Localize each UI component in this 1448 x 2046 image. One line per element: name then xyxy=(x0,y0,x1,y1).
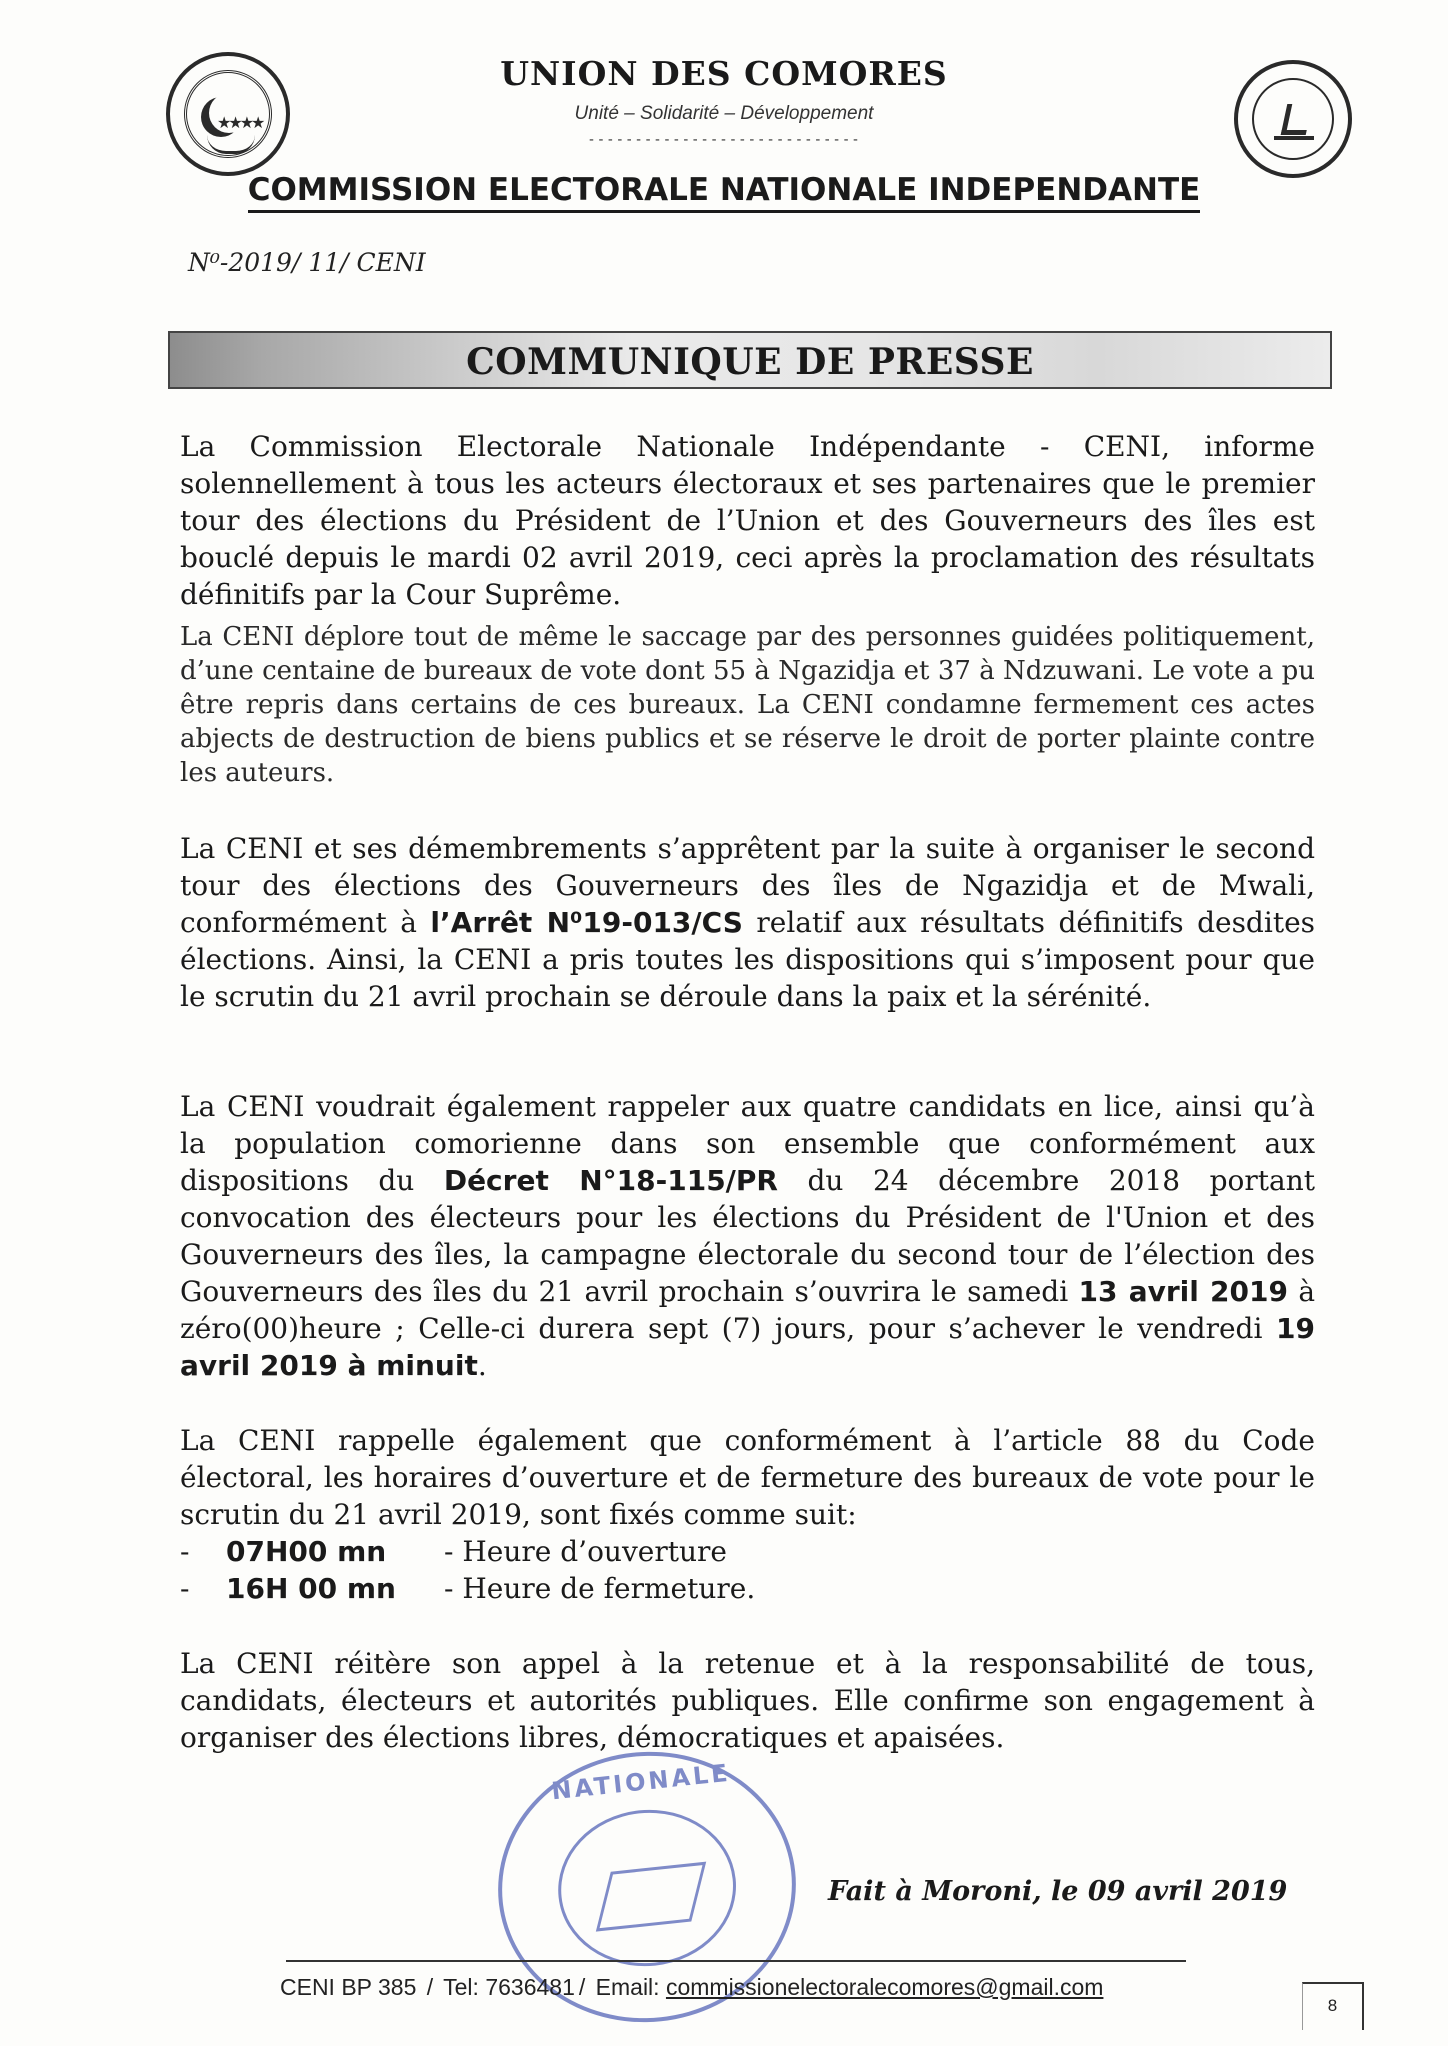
header-divider: ----------------------------- xyxy=(587,132,861,148)
voting-hours-list xyxy=(180,1533,1080,1607)
footer-telephone: Tel: 7636481 xyxy=(443,1974,575,2000)
stars-icon: ★★★★ xyxy=(217,113,263,132)
country-name: UNION DES COMORES xyxy=(500,54,948,93)
closing-time: 16H 00 mn xyxy=(226,1572,396,1605)
page-number: 8 xyxy=(1302,1982,1364,2030)
national-motto: Unité – Solidarité – Développement xyxy=(574,103,874,124)
closing-label: - Heure de fermeture. xyxy=(444,1572,756,1605)
stamp-text: NATIONALE xyxy=(550,1758,732,1806)
footer-divider xyxy=(286,1960,1186,1962)
opening-time: 07H00 mn xyxy=(226,1535,387,1568)
ballot-box-icon xyxy=(596,1862,706,1932)
footer-email-link[interactable]: commissionelectoralecomores@gmail.com xyxy=(665,1974,1104,2000)
list-bullet: - xyxy=(180,1535,190,1568)
signature-line: Fait à Moroni, le 09 avril 2019 xyxy=(828,1876,1288,1907)
paragraph-4-text-c: du 24 décembre 2018 portant convocation des électeurs pour les élections du Président de l'Union et des Gouverneurs des îles, la campagne électorale du second tour de l’élection des Gouverneurs des îles du 21 avril prochain s’ouvrira le samedi xyxy=(180,1164,1315,1308)
organization-name-text: COMMISSION ELECTORALE NATIONALE INDEPENDANTE xyxy=(248,172,1201,213)
list-bullet: - xyxy=(180,1572,190,1605)
footer-contact xyxy=(280,1974,1103,2001)
paragraph-4-text-a: La CENI voudrait également rappeler aux quatre candidats en lice, ainsi qu’à la population comorienne dans son ensemble que conformément aux dispositions du xyxy=(180,1090,1315,1197)
document-title: COMMUNIQUE DE PRESSE xyxy=(466,341,1034,383)
campaign-end-date: 19 avril 2019 à minuit xyxy=(180,1312,1315,1382)
paragraph-4-text-g: . xyxy=(477,1349,487,1382)
footer-address: CENI BP 385 xyxy=(280,1974,417,2000)
title-banner xyxy=(168,331,1332,389)
paragraph-6: La CENI réitère son appel à la retenue et à la responsabilité de tous, candidats, électeurs et autorités publiques. Elle confirme son engagement à organiser des élections libres, démocratiques et apaisées. xyxy=(180,1647,1315,1754)
paragraph-2: La CENI déplore tout de même le saccage par des personnes guidées politiquement, d’une centaine de bureaux de vote dont 55 à Ngazidja et 37 à Ndzuwani. Le vote a pu être repris dans certains de ces bureaux. La CENI condamne fermement ces actes abjects de destruction de biens publics et se réserve le droit de porter plainte contre les auteurs. xyxy=(180,622,1315,788)
paragraph-1: La Commission Electorale Nationale Indépendante - CENI, informe solennellement à tous les acteurs électoraux et ses partenaires que le premier tour des élections du Président de l’Union et des Gouverneurs des îles est bouclé depuis le mardi 02 avril 2019, ceci après la proclamation des résultats définitifs par la Cour Suprême. xyxy=(180,430,1315,611)
paragraph-4 xyxy=(180,1088,1315,1384)
organization-name xyxy=(0,172,1448,208)
voting-hours-item xyxy=(180,1570,1080,1607)
footer-separator: / xyxy=(426,1974,434,2000)
paragraph-3-text-a: La CENI et ses démembrements s’apprêtent par la suite à organiser le second tour des élections des Gouverneurs des îles de Ngazidja et de Mwali, conformément à xyxy=(180,832,1315,939)
paragraph-4-text-e: à zéro(00)heure ; Celle-ci durera sept (7) jours, pour s’achever le vendredi xyxy=(180,1275,1316,1345)
paragraph-3 xyxy=(180,830,1315,1015)
paragraph-5: La CENI rappelle également que conformément à l’article 88 du Code électoral, les horaires d’ouverture et de fermeture des bureaux de vote pour le scrutin du 21 avril 2019, sont fixés comme suit: xyxy=(180,1424,1315,1531)
voting-hours-item xyxy=(180,1533,1080,1570)
opening-label: - Heure d’ouverture xyxy=(444,1535,727,1568)
document-reference: N⁰-2019/ 11/ CENI xyxy=(188,248,426,277)
decret-reference: Décret N°18-115/PR xyxy=(443,1164,778,1197)
paragraph-3-text-c: relatif aux résultats définitifs desdites élections. Ainsi, la CENI a pris toutes les dispositions qui s’imposent pour que le scrutin du 21 avril prochain se déroule dans la paix et la sérénité. xyxy=(180,906,1316,1013)
campaign-start-date: 13 avril 2019 xyxy=(1078,1275,1288,1308)
arret-reference: l’Arrêt N⁰19-013/CS xyxy=(430,906,743,939)
footer-separator: / xyxy=(578,1974,586,2000)
footer-email-label: Email: xyxy=(595,1974,660,2000)
